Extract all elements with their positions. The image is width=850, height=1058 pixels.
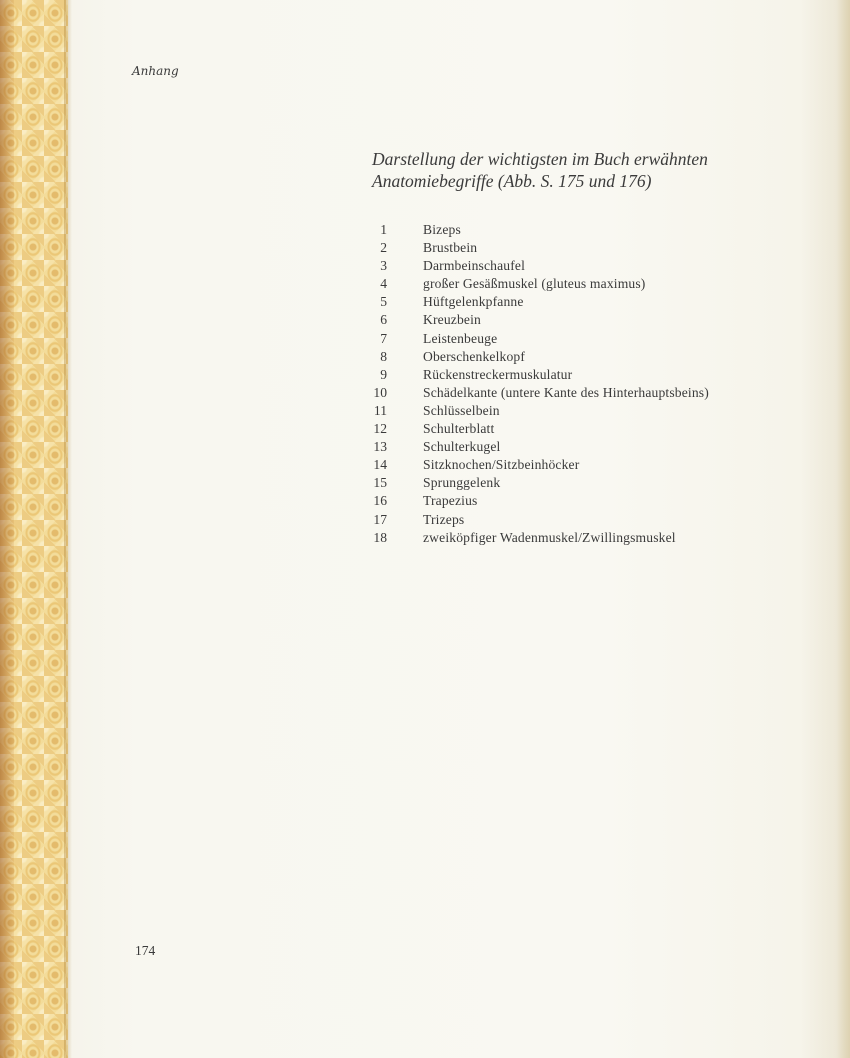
item-label: Trizeps — [423, 511, 465, 527]
item-number: 10 — [373, 384, 387, 400]
section-title-line-2: Anatomiebegriffe (Abb. S. 175 und 176) — [372, 171, 652, 191]
item-label: Leistenbeuge — [423, 330, 498, 346]
list-item — [362, 348, 802, 366]
item-label: Sprunggelenk — [423, 475, 501, 491]
item-label: Schulterblatt — [423, 421, 495, 437]
list-item — [362, 511, 802, 529]
list-item — [362, 239, 802, 257]
list-item — [362, 420, 802, 438]
list-item — [362, 384, 802, 402]
item-number: 5 — [380, 294, 387, 310]
binding-shadow — [64, 0, 72, 1058]
list-item — [362, 492, 802, 510]
item-label: Trapezius — [423, 493, 478, 509]
running-head: Anhang — [132, 64, 179, 78]
item-label: zweiköpfiger Wadenmuskel/Zwillingsmuskel — [423, 529, 676, 545]
page-number: 174 — [135, 943, 156, 958]
item-number: 8 — [380, 348, 387, 364]
page-edge-shadow — [836, 0, 850, 1058]
list-item — [362, 438, 802, 456]
item-number: 9 — [380, 366, 387, 382]
binding-edge — [0, 0, 14, 1058]
item-label: Schlüsselbein — [423, 402, 500, 418]
list-item — [362, 257, 802, 275]
list-item — [362, 402, 802, 420]
item-label: Darmbeinschaufel — [423, 258, 526, 274]
item-number: 15 — [373, 475, 387, 491]
item-label: Hüftgelenkpfanne — [423, 294, 524, 310]
list-item — [362, 275, 802, 293]
item-number: 13 — [373, 439, 387, 455]
list-item — [362, 330, 802, 348]
list-item — [362, 366, 802, 384]
list-item — [362, 456, 802, 474]
item-label: Brustbein — [423, 240, 478, 256]
section-title — [372, 148, 792, 192]
item-label: Bizeps — [423, 222, 461, 237]
item-label: Schulterkugel — [423, 439, 501, 455]
item-number: 2 — [380, 240, 387, 256]
list-item — [362, 293, 802, 311]
item-number: 1 — [380, 222, 387, 237]
item-number: 17 — [373, 511, 387, 527]
item-number: 18 — [373, 529, 387, 545]
item-number: 14 — [373, 457, 387, 473]
list-item — [362, 529, 802, 547]
item-number: 11 — [373, 402, 387, 418]
anatomy-term-list — [362, 221, 802, 547]
item-number: 16 — [373, 493, 387, 509]
item-label: Sitzknochen/Sitzbeinhöcker — [423, 457, 580, 473]
item-number: 12 — [373, 421, 387, 437]
list-item — [362, 474, 802, 492]
item-number: 4 — [380, 276, 387, 292]
item-label: Kreuzbein — [423, 312, 481, 328]
item-number: 3 — [380, 258, 387, 274]
item-label: Rückenstreckermuskulatur — [423, 366, 573, 382]
item-number: 7 — [380, 330, 387, 346]
item-label: Oberschenkelkopf — [423, 348, 526, 364]
item-label: Schädelkante (untere Kante des Hinterhauptsbeins) — [423, 384, 709, 400]
item-number: 6 — [380, 312, 387, 328]
list-item — [362, 311, 802, 329]
item-label: großer Gesäßmuskel (gluteus maximus) — [423, 276, 646, 292]
section-title-line-1: Darstellung der wichtigsten im Buch erwähnten — [372, 149, 708, 169]
list-item — [362, 221, 802, 239]
